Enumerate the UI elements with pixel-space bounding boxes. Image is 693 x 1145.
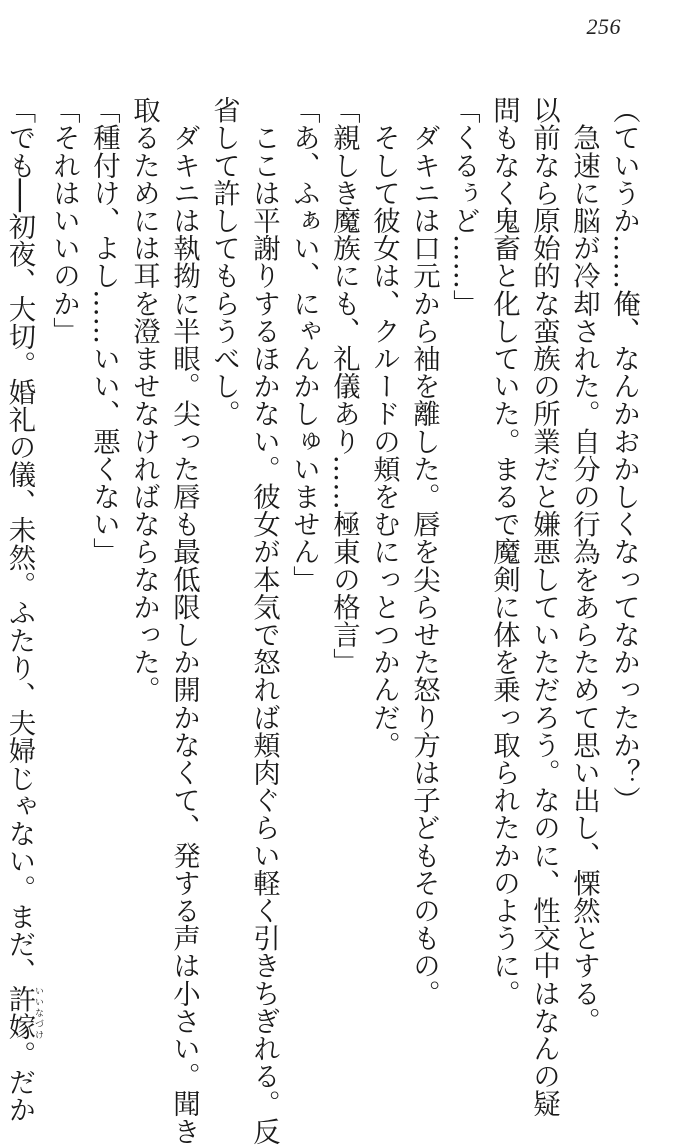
text-line: （ていうか……俺、なんかおかしくなってなかったか？） <box>608 96 639 814</box>
text-segment: 。だか <box>3 1040 35 1123</box>
text-line: 「あ、ふぁい、にゃんかしゅいません」 <box>288 96 319 593</box>
text-line: ここは平謝りするほかない。彼女が本気で怒れば頬肉ぐらい軽く引きちぎれる。反 <box>248 96 279 1145</box>
ruby-reading: いいなづけ <box>33 984 43 1041</box>
ruby-base: 許嫁 <box>3 984 35 1041</box>
text-line: ダキニは口元から袖を離した。唇を尖らせた怒り方は子どもそのもの。 <box>408 96 439 1007</box>
text-line: そして彼女は、クルードの頬をむにっとつかんだ。 <box>368 96 399 759</box>
text-line: 「親しき魔族にも、礼儀あり……極東の格言」 <box>328 96 359 676</box>
text-line: 問もなく鬼畜と化していた。まるで魔剣に体を乗っ取られたかのように。 <box>488 96 519 1007</box>
text-line: 取るためには耳を澄ませなければならなかった。 <box>128 96 159 704</box>
text-line: ダキニは執拗に半眼。尖った唇も最低限しか開かなくて、発する声は小さい。聞き <box>168 96 199 1145</box>
page-number: 256 <box>586 14 621 39</box>
text-segment: 「でも──初夜、大切。婚礼の儀、未然。ふたり、夫婦じゃない。まだ、 <box>3 96 35 985</box>
text-line: 「それはいいのか」 <box>48 96 79 345</box>
text-line: 「くるぅど……」 <box>448 96 479 317</box>
furigana-word <box>3 984 43 1041</box>
vertical-text-body <box>0 96 643 1145</box>
text-line: 省して許してもらうべし。 <box>208 96 239 428</box>
text-line: 以前なら原始的な蛮族の所業だと嫌悪していただろう。なのに、性交中はなんの疑 <box>528 96 559 1118</box>
text-line <box>0 96 43 1123</box>
text-line: 「種付け、よし……いい、悪くない」 <box>88 96 119 566</box>
text-line: 急速に脳が冷却された。自分の行為をあらためて思い出し、慄然とする。 <box>568 96 599 1035</box>
